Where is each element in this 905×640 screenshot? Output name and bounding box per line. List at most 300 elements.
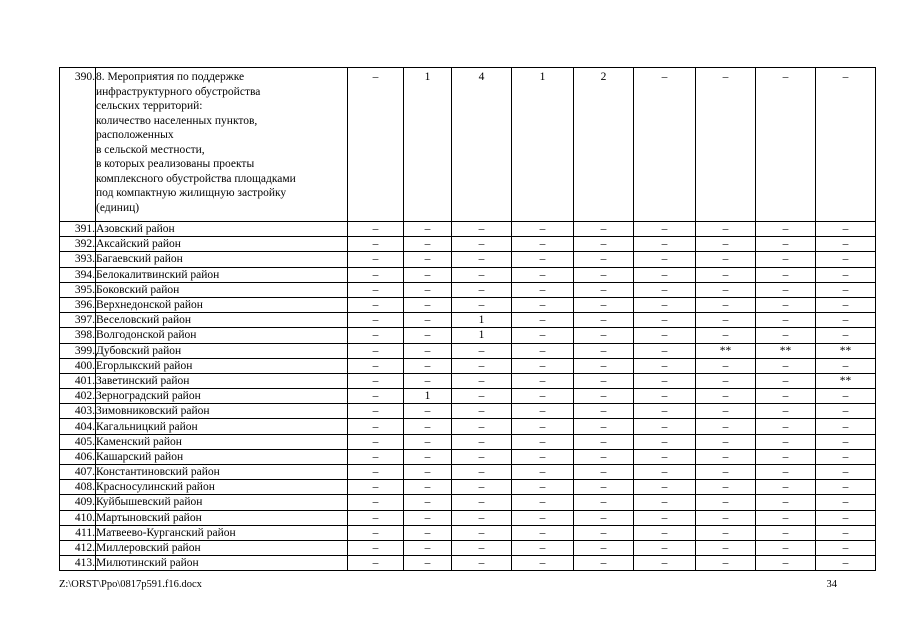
value-cell: –: [348, 252, 404, 267]
value-cell: –: [512, 510, 574, 525]
value-cell: –: [348, 495, 404, 510]
value-cell: –: [404, 480, 452, 495]
value-cell: –: [696, 510, 756, 525]
value-cell: –: [404, 252, 452, 267]
value-cell: –: [816, 68, 876, 222]
value-cell: –: [816, 313, 876, 328]
value-cell: –: [696, 540, 756, 555]
value-cell: –: [816, 556, 876, 571]
value-cell: –: [756, 328, 816, 343]
value-cell: –: [512, 556, 574, 571]
value-cell: –: [696, 525, 756, 540]
description-line: сельских территорий:: [96, 100, 203, 112]
value-cell: –: [634, 328, 696, 343]
value-cell: –: [404, 510, 452, 525]
value-cell: –: [696, 313, 756, 328]
value-cell: –: [696, 556, 756, 571]
value-cell: –: [816, 465, 876, 480]
value-cell: –: [756, 282, 816, 297]
value-cell: –: [696, 419, 756, 434]
value-cell: –: [756, 389, 816, 404]
district-name: Кагальницкий район: [96, 419, 348, 434]
value-cell: –: [696, 449, 756, 464]
value-cell: –: [348, 328, 404, 343]
district-name: Мартыновский район: [96, 510, 348, 525]
value-cell: –: [816, 434, 876, 449]
value-cell: –: [452, 373, 512, 388]
value-cell: –: [348, 343, 404, 358]
row-number: 395.: [60, 282, 96, 297]
value-cell: –: [512, 389, 574, 404]
value-cell: –: [816, 328, 876, 343]
value-cell: –: [574, 222, 634, 237]
description-line: 8. Мероприятия по поддержке: [96, 71, 245, 83]
value-cell: –: [696, 237, 756, 252]
value-cell: –: [696, 373, 756, 388]
description-line: инфраструктурного обустройства: [96, 85, 261, 98]
value-cell: –: [512, 540, 574, 555]
value-cell: –: [816, 297, 876, 312]
row-number: 407.: [60, 465, 96, 480]
district-name: Зерноградский район: [96, 389, 348, 404]
value-cell: –: [404, 434, 452, 449]
value-cell: –: [574, 449, 634, 464]
value-cell: –: [696, 68, 756, 222]
row-number: 397.: [60, 313, 96, 328]
table-row: [60, 465, 876, 480]
row-number: 403.: [60, 404, 96, 419]
value-cell: –: [756, 556, 816, 571]
value-cell: –: [512, 419, 574, 434]
value-cell: –: [348, 465, 404, 480]
district-name: Аксайский район: [96, 237, 348, 252]
value-cell: –: [574, 540, 634, 555]
value-cell: –: [512, 434, 574, 449]
value-cell: –: [404, 313, 452, 328]
value-cell: –: [816, 449, 876, 464]
description-line: в сельской местности,: [96, 143, 205, 156]
district-name: Кашарский район: [96, 449, 348, 464]
district-name: Заветинский район: [96, 373, 348, 388]
row-number: 409.: [60, 495, 96, 510]
value-cell: –: [574, 358, 634, 373]
value-cell: –: [634, 252, 696, 267]
value-cell: –: [348, 313, 404, 328]
row-number: 401.: [60, 373, 96, 388]
value-cell: –: [404, 267, 452, 282]
table-row: [60, 540, 876, 555]
row-number: 410.: [60, 510, 96, 525]
value-cell: –: [756, 68, 816, 222]
district-name: Верхнедонской район: [96, 297, 348, 312]
value-cell: –: [512, 252, 574, 267]
district-name: Каменский район: [96, 434, 348, 449]
value-cell: –: [574, 282, 634, 297]
value-cell: –: [756, 267, 816, 282]
value-cell: –: [634, 343, 696, 358]
value-cell: –: [574, 495, 634, 510]
value-cell: –: [348, 267, 404, 282]
row-number: 394.: [60, 267, 96, 282]
value-cell: –: [574, 237, 634, 252]
data-table: [59, 67, 876, 571]
table-row: [60, 373, 876, 388]
value-cell: –: [574, 419, 634, 434]
value-cell: –: [756, 373, 816, 388]
value-cell: –: [634, 510, 696, 525]
value-cell: 1: [404, 389, 452, 404]
value-cell: –: [404, 465, 452, 480]
row-number: 408.: [60, 480, 96, 495]
value-cell: –: [634, 68, 696, 222]
row-number: 392.: [60, 237, 96, 252]
district-name: Азовский район: [96, 222, 348, 237]
value-cell: –: [348, 297, 404, 312]
value-cell: –: [348, 419, 404, 434]
value-cell: –: [512, 449, 574, 464]
value-cell: –: [574, 313, 634, 328]
value-cell: –: [634, 313, 696, 328]
value-cell: –: [756, 434, 816, 449]
table-row: [60, 282, 876, 297]
value-cell: –: [574, 556, 634, 571]
value-cell: –: [756, 222, 816, 237]
value-cell: –: [574, 525, 634, 540]
value-cell: –: [634, 297, 696, 312]
row-number: 411.: [60, 525, 96, 540]
value-cell: –: [348, 540, 404, 555]
value-cell: –: [348, 480, 404, 495]
value-cell: –: [696, 465, 756, 480]
value-cell: –: [634, 404, 696, 419]
value-cell: –: [404, 449, 452, 464]
value-cell: –: [512, 267, 574, 282]
value-cell: –: [404, 237, 452, 252]
value-cell: –: [696, 358, 756, 373]
value-cell: –: [696, 480, 756, 495]
table-row: [60, 495, 876, 510]
district-name: Красносулинский район: [96, 480, 348, 495]
value-cell: –: [512, 313, 574, 328]
value-cell: –: [634, 480, 696, 495]
value-cell: –: [404, 495, 452, 510]
value-cell: –: [634, 358, 696, 373]
value-cell: –: [452, 449, 512, 464]
value-cell: –: [512, 222, 574, 237]
value-cell: –: [348, 404, 404, 419]
value-cell: –: [634, 237, 696, 252]
value-cell: –: [634, 419, 696, 434]
value-cell: –: [634, 525, 696, 540]
row-number: 413.: [60, 556, 96, 571]
value-cell: –: [452, 237, 512, 252]
value-cell: –: [512, 465, 574, 480]
value-cell: –: [512, 480, 574, 495]
value-cell: –: [452, 404, 512, 419]
row-number: 398.: [60, 328, 96, 343]
value-cell: –: [348, 434, 404, 449]
value-cell: –: [512, 358, 574, 373]
table-row: [60, 480, 876, 495]
value-cell: –: [574, 373, 634, 388]
value-cell: –: [756, 525, 816, 540]
value-cell: –: [756, 495, 816, 510]
value-cell: –: [404, 525, 452, 540]
value-cell: –: [816, 267, 876, 282]
value-cell: –: [574, 343, 634, 358]
value-cell: 1: [404, 68, 452, 222]
value-cell: –: [634, 556, 696, 571]
value-cell: –: [756, 252, 816, 267]
value-cell: –: [452, 267, 512, 282]
description-line: количество населенных пунктов,: [96, 114, 258, 127]
value-cell: –: [634, 373, 696, 388]
row-number: 404.: [60, 419, 96, 434]
value-cell: –: [452, 252, 512, 267]
file-path-footer: Z:\ORST\Ppo\0817p591.f16.docx: [59, 579, 202, 590]
description-line: под компактную жилищную застройку: [96, 187, 287, 199]
value-cell: –: [452, 358, 512, 373]
value-cell: –: [574, 465, 634, 480]
value-cell: –: [404, 343, 452, 358]
value-cell: –: [404, 282, 452, 297]
district-name: Зимовниковский район: [96, 404, 348, 419]
value-cell: –: [512, 525, 574, 540]
value-cell: –: [512, 282, 574, 297]
value-cell: –: [404, 297, 452, 312]
value-cell: –: [696, 252, 756, 267]
value-cell: –: [348, 282, 404, 297]
value-cell: –: [452, 465, 512, 480]
value-cell: –: [696, 434, 756, 449]
value-cell: –: [452, 434, 512, 449]
value-cell: –: [574, 297, 634, 312]
value-cell: –: [348, 525, 404, 540]
value-cell: –: [452, 525, 512, 540]
description-line: в которых реализованы проекты: [96, 158, 255, 170]
value-cell: –: [348, 222, 404, 237]
district-name: Волгодонской район: [96, 328, 348, 343]
value-cell: –: [404, 556, 452, 571]
value-cell: –: [696, 222, 756, 237]
value-cell: –: [816, 389, 876, 404]
value-cell: –: [696, 282, 756, 297]
value-cell: –: [452, 480, 512, 495]
row-number: 402.: [60, 389, 96, 404]
description-line: комплексного обустройства площадками: [96, 172, 296, 185]
value-cell: –: [348, 358, 404, 373]
district-name: Куйбышевский район: [96, 495, 348, 510]
value-cell: –: [756, 404, 816, 419]
description-line: расположенных: [96, 129, 174, 141]
district-name: Дубовский район: [96, 343, 348, 358]
table-row-390: [60, 68, 876, 222]
value-cell: –: [634, 222, 696, 237]
row-number: 405.: [60, 434, 96, 449]
value-cell: –: [404, 358, 452, 373]
value-cell: –: [816, 252, 876, 267]
table-row: [60, 449, 876, 464]
value-cell: –: [452, 510, 512, 525]
value-cell: –: [452, 343, 512, 358]
row-number: 391.: [60, 222, 96, 237]
value-cell: –: [452, 282, 512, 297]
table-row: [60, 313, 876, 328]
row-number: 412.: [60, 540, 96, 555]
value-cell: –: [816, 495, 876, 510]
value-cell: –: [452, 297, 512, 312]
value-cell: –: [574, 404, 634, 419]
value-cell: –: [404, 222, 452, 237]
value-cell: **: [756, 343, 816, 358]
value-cell: **: [696, 343, 756, 358]
value-cell: –: [634, 389, 696, 404]
value-cell: –: [816, 510, 876, 525]
value-cell: –: [574, 328, 634, 343]
indicator-description: [96, 68, 348, 222]
value-cell: –: [816, 419, 876, 434]
value-cell: –: [512, 237, 574, 252]
value-cell: –: [452, 556, 512, 571]
table-row: [60, 419, 876, 434]
value-cell: –: [574, 252, 634, 267]
value-cell: –: [512, 404, 574, 419]
row-number: 400.: [60, 358, 96, 373]
value-cell: –: [574, 267, 634, 282]
value-cell: **: [816, 343, 876, 358]
value-cell: –: [756, 358, 816, 373]
value-cell: 1: [452, 313, 512, 328]
value-cell: –: [816, 540, 876, 555]
table-row: [60, 525, 876, 540]
row-number: 406.: [60, 449, 96, 464]
table-row: [60, 328, 876, 343]
row-number: 390.: [60, 68, 96, 222]
value-cell: –: [452, 495, 512, 510]
value-cell: 1: [452, 328, 512, 343]
value-cell: –: [574, 480, 634, 495]
table-row: [60, 237, 876, 252]
value-cell: –: [634, 282, 696, 297]
value-cell: –: [816, 222, 876, 237]
row-number: 399.: [60, 343, 96, 358]
district-name: Егорлыкский район: [96, 358, 348, 373]
table-row: [60, 404, 876, 419]
value-cell: –: [756, 540, 816, 555]
district-name: Боковский район: [96, 282, 348, 297]
value-cell: –: [696, 297, 756, 312]
district-name: Матвеево-Курганский район: [96, 525, 348, 540]
table-row: [60, 389, 876, 404]
value-cell: –: [348, 237, 404, 252]
table-row: [60, 556, 876, 571]
value-cell: –: [348, 510, 404, 525]
value-cell: –: [512, 495, 574, 510]
value-cell: –: [634, 449, 696, 464]
value-cell: –: [816, 404, 876, 419]
district-name: Миллеровский район: [96, 540, 348, 555]
district-name: Багаевский район: [96, 252, 348, 267]
value-cell: 4: [452, 68, 512, 222]
value-cell: –: [756, 297, 816, 312]
value-cell: –: [574, 389, 634, 404]
table-row: [60, 358, 876, 373]
value-cell: –: [404, 419, 452, 434]
page-number: 34: [826, 579, 837, 590]
value-cell: –: [756, 313, 816, 328]
value-cell: –: [634, 540, 696, 555]
value-cell: –: [348, 449, 404, 464]
table-row: [60, 510, 876, 525]
value-cell: 1: [512, 68, 574, 222]
value-cell: –: [756, 449, 816, 464]
value-cell: –: [816, 358, 876, 373]
description-line: (единиц): [96, 201, 140, 214]
value-cell: –: [452, 222, 512, 237]
table-row: [60, 343, 876, 358]
value-cell: –: [756, 419, 816, 434]
value-cell: –: [512, 328, 574, 343]
value-cell: –: [696, 328, 756, 343]
value-cell: 2: [574, 68, 634, 222]
value-cell: –: [452, 419, 512, 434]
value-cell: –: [756, 510, 816, 525]
value-cell: **: [816, 373, 876, 388]
district-name: Константиновский район: [96, 465, 348, 480]
table-row: [60, 252, 876, 267]
value-cell: –: [348, 68, 404, 222]
value-cell: –: [756, 480, 816, 495]
value-cell: –: [696, 267, 756, 282]
value-cell: –: [452, 540, 512, 555]
value-cell: –: [512, 297, 574, 312]
value-cell: –: [756, 465, 816, 480]
value-cell: –: [404, 328, 452, 343]
value-cell: –: [816, 480, 876, 495]
value-cell: –: [696, 404, 756, 419]
table-row: [60, 434, 876, 449]
value-cell: –: [348, 389, 404, 404]
value-cell: –: [574, 434, 634, 449]
table-row: [60, 222, 876, 237]
value-cell: –: [404, 540, 452, 555]
value-cell: –: [634, 465, 696, 480]
value-cell: –: [634, 434, 696, 449]
row-number: 396.: [60, 297, 96, 312]
value-cell: –: [696, 389, 756, 404]
value-cell: –: [404, 404, 452, 419]
value-cell: –: [634, 267, 696, 282]
value-cell: –: [756, 237, 816, 252]
value-cell: –: [348, 373, 404, 388]
district-name: Веселовский район: [96, 313, 348, 328]
value-cell: –: [348, 556, 404, 571]
value-cell: –: [512, 343, 574, 358]
value-cell: –: [404, 373, 452, 388]
district-name: Милютинский район: [96, 556, 348, 571]
value-cell: –: [574, 510, 634, 525]
row-number: 393.: [60, 252, 96, 267]
value-cell: –: [512, 373, 574, 388]
value-cell: –: [696, 495, 756, 510]
value-cell: –: [816, 525, 876, 540]
value-cell: –: [816, 237, 876, 252]
table-row: [60, 297, 876, 312]
value-cell: –: [816, 282, 876, 297]
table-row: [60, 267, 876, 282]
district-name: Белокалитвинский район: [96, 267, 348, 282]
value-cell: –: [634, 495, 696, 510]
